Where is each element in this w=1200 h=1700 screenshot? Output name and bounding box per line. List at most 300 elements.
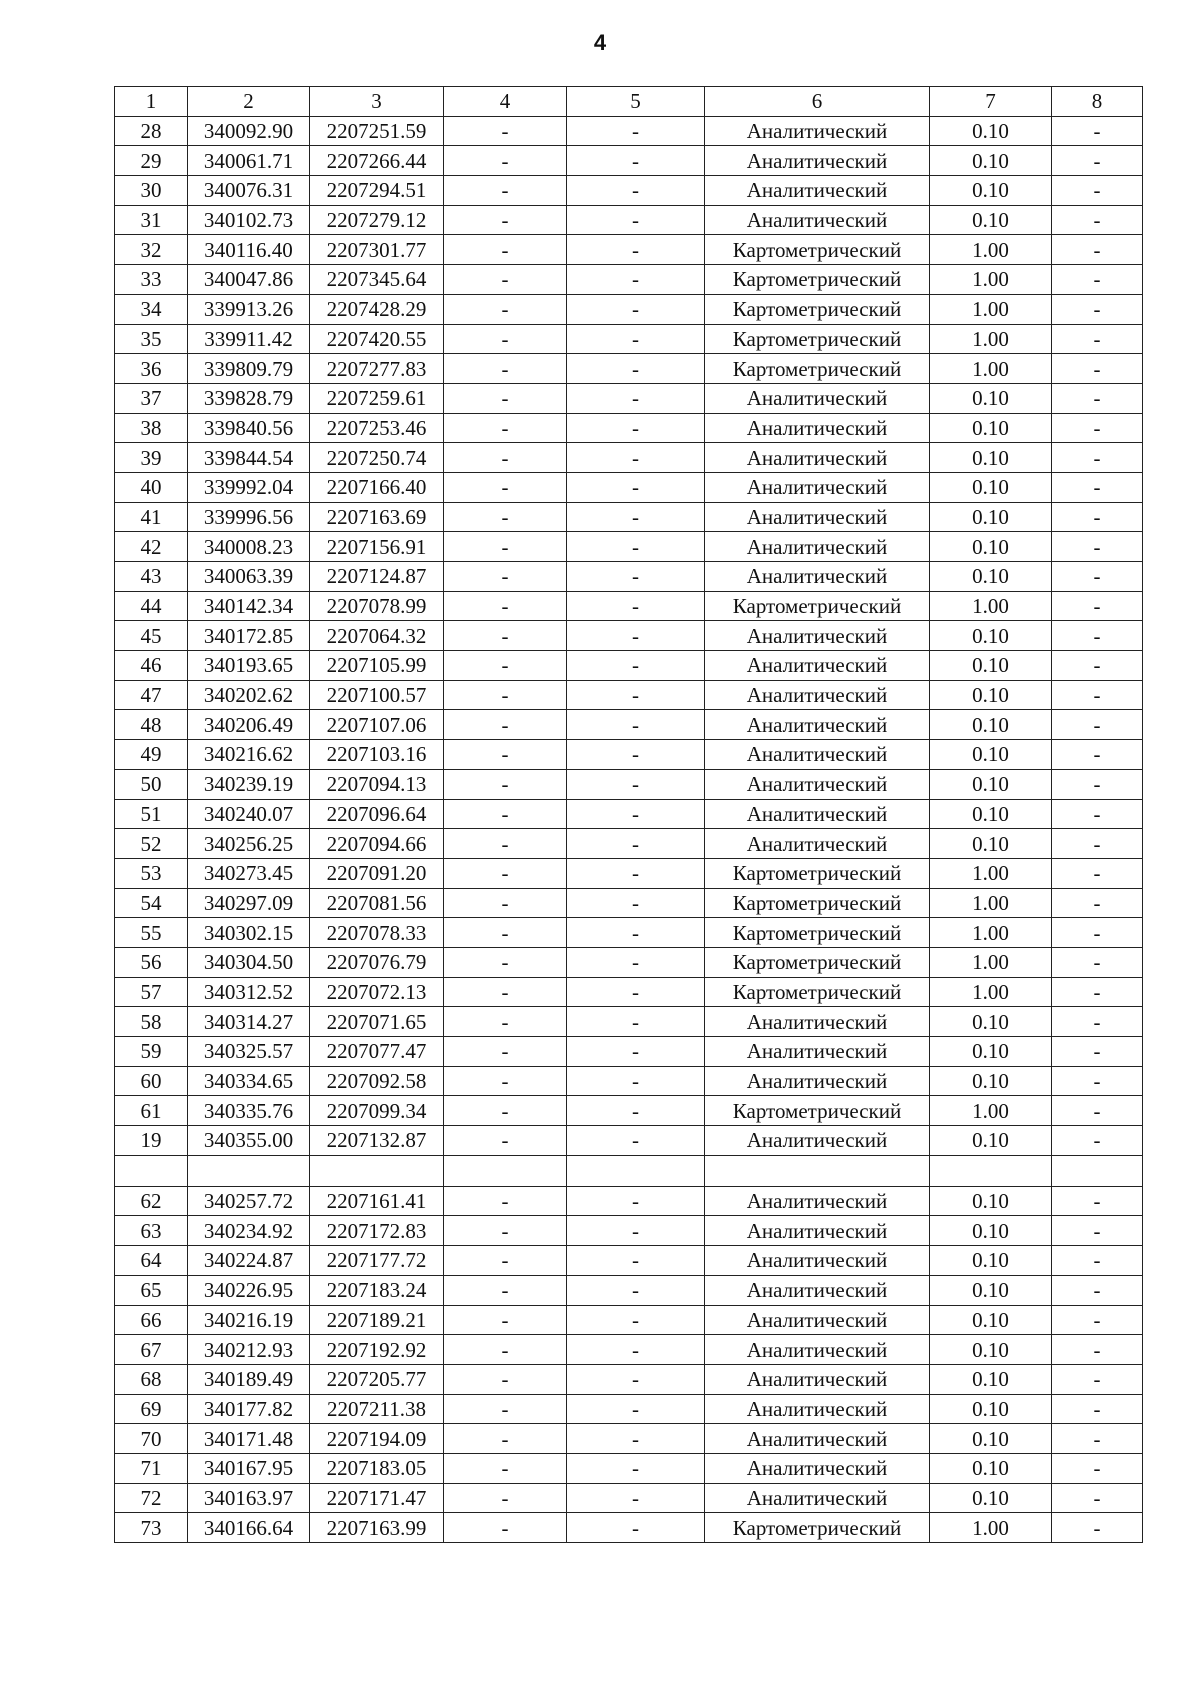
table-cell: 0.10 bbox=[930, 443, 1052, 473]
table-cell: 61 bbox=[115, 1096, 188, 1126]
table-cell: 0.10 bbox=[930, 1394, 1052, 1424]
table-cell: - bbox=[1052, 1216, 1143, 1246]
table-cell: - bbox=[1052, 1364, 1143, 1394]
table-cell: - bbox=[567, 443, 705, 473]
header-cell: 4 bbox=[444, 87, 567, 117]
table-row bbox=[115, 1424, 1143, 1454]
table-cell: - bbox=[1052, 1066, 1143, 1096]
table-cell: 2207250.74 bbox=[310, 443, 444, 473]
table-cell: - bbox=[444, 1305, 567, 1335]
table-cell: - bbox=[1052, 1424, 1143, 1454]
table-cell: - bbox=[1052, 1007, 1143, 1037]
table-cell: - bbox=[567, 146, 705, 176]
table-cell: 1.00 bbox=[930, 294, 1052, 324]
table-row bbox=[115, 1275, 1143, 1305]
table-cell: - bbox=[567, 1186, 705, 1216]
table-cell: 53 bbox=[115, 858, 188, 888]
table-cell: 340193.65 bbox=[188, 651, 310, 681]
table-cell: 29 bbox=[115, 146, 188, 176]
table-cell: 67 bbox=[115, 1335, 188, 1365]
table-cell: 0.10 bbox=[930, 1424, 1052, 1454]
table-cell: - bbox=[567, 1453, 705, 1483]
table-cell: - bbox=[567, 947, 705, 977]
table-cell: 1.00 bbox=[930, 235, 1052, 265]
table-cell: - bbox=[1052, 1096, 1143, 1126]
table-cell: 0.10 bbox=[930, 1037, 1052, 1067]
table-cell: - bbox=[567, 1096, 705, 1126]
table-row bbox=[115, 918, 1143, 948]
table-row bbox=[115, 947, 1143, 977]
table-cell: 0.10 bbox=[930, 176, 1052, 206]
table-cell: - bbox=[1052, 799, 1143, 829]
table-cell: - bbox=[444, 1394, 567, 1424]
table-cell: - bbox=[444, 1275, 567, 1305]
table-cell: - bbox=[444, 680, 567, 710]
table-cell: 2207301.77 bbox=[310, 235, 444, 265]
table-cell: - bbox=[567, 413, 705, 443]
table-cell: 2207081.56 bbox=[310, 888, 444, 918]
table-cell: - bbox=[567, 888, 705, 918]
table-cell: 0.10 bbox=[930, 1246, 1052, 1276]
table-row bbox=[115, 799, 1143, 829]
table-cell: 1.00 bbox=[930, 947, 1052, 977]
table-cell: 2207420.55 bbox=[310, 324, 444, 354]
table-cell: Аналитический bbox=[705, 621, 930, 651]
table-cell: 2207107.06 bbox=[310, 710, 444, 740]
table-cell: - bbox=[1052, 205, 1143, 235]
table-cell: 54 bbox=[115, 888, 188, 918]
table-cell: 2207077.47 bbox=[310, 1037, 444, 1067]
table-cell: Аналитический bbox=[705, 680, 930, 710]
table-cell: 0.10 bbox=[930, 799, 1052, 829]
table-cell: 2207266.44 bbox=[310, 146, 444, 176]
table-cell: - bbox=[567, 176, 705, 206]
table-cell: 71 bbox=[115, 1453, 188, 1483]
table-cell bbox=[567, 1155, 705, 1186]
table-cell: 1.00 bbox=[930, 354, 1052, 384]
table-cell: Аналитический bbox=[705, 532, 930, 562]
table-cell: - bbox=[444, 1216, 567, 1246]
table-cell: 0.10 bbox=[930, 1186, 1052, 1216]
table-cell: 0.10 bbox=[930, 1483, 1052, 1513]
table-cell bbox=[444, 1155, 567, 1186]
table-cell: - bbox=[1052, 324, 1143, 354]
table-cell: - bbox=[444, 769, 567, 799]
table-cell: 0.10 bbox=[930, 680, 1052, 710]
table-cell: 2207163.69 bbox=[310, 502, 444, 532]
table-cell: 0.10 bbox=[930, 1216, 1052, 1246]
table-cell: - bbox=[567, 562, 705, 592]
table-row bbox=[115, 651, 1143, 681]
table-cell: - bbox=[444, 858, 567, 888]
table-cell: - bbox=[1052, 888, 1143, 918]
table-cell: 0.10 bbox=[930, 769, 1052, 799]
table-cell: - bbox=[567, 235, 705, 265]
table-row bbox=[115, 888, 1143, 918]
table-cell: - bbox=[1052, 502, 1143, 532]
table-cell: 1.00 bbox=[930, 265, 1052, 295]
table-cell: - bbox=[1052, 265, 1143, 295]
table-cell: Картометрический bbox=[705, 947, 930, 977]
table-cell: 36 bbox=[115, 354, 188, 384]
table-cell: - bbox=[444, 146, 567, 176]
table-cell: Аналитический bbox=[705, 710, 930, 740]
table-cell: - bbox=[1052, 1335, 1143, 1365]
table-row bbox=[115, 146, 1143, 176]
table-row bbox=[115, 1246, 1143, 1276]
table-row bbox=[115, 1007, 1143, 1037]
table-cell: 2207156.91 bbox=[310, 532, 444, 562]
table-cell: - bbox=[444, 235, 567, 265]
table-cell: - bbox=[1052, 1513, 1143, 1543]
table-cell: - bbox=[444, 502, 567, 532]
table-cell: 2207189.21 bbox=[310, 1305, 444, 1335]
table-cell: 52 bbox=[115, 829, 188, 859]
table-cell: - bbox=[1052, 532, 1143, 562]
table-cell: 2207076.79 bbox=[310, 947, 444, 977]
table-cell: - bbox=[1052, 591, 1143, 621]
table-cell: Аналитический bbox=[705, 1424, 930, 1454]
table-cell: 2207092.58 bbox=[310, 1066, 444, 1096]
table-cell: Аналитический bbox=[705, 1246, 930, 1276]
table-cell: 340355.00 bbox=[188, 1126, 310, 1156]
table-cell: - bbox=[444, 829, 567, 859]
table-cell: Аналитический bbox=[705, 1186, 930, 1216]
table-cell: 37 bbox=[115, 383, 188, 413]
table-row bbox=[115, 383, 1143, 413]
table-cell: 44 bbox=[115, 591, 188, 621]
table-cell: Аналитический bbox=[705, 562, 930, 592]
table-cell: - bbox=[567, 1335, 705, 1365]
table-cell: - bbox=[567, 116, 705, 146]
table-cell: 60 bbox=[115, 1066, 188, 1096]
table-cell: Аналитический bbox=[705, 1126, 930, 1156]
table-cell: Аналитический bbox=[705, 1007, 930, 1037]
table-cell: 50 bbox=[115, 769, 188, 799]
table-cell: 340325.57 bbox=[188, 1037, 310, 1067]
table-cell: 0.10 bbox=[930, 1007, 1052, 1037]
table-cell: - bbox=[444, 294, 567, 324]
table-cell: 2207279.12 bbox=[310, 205, 444, 235]
table-cell: 340226.95 bbox=[188, 1275, 310, 1305]
table-cell: - bbox=[444, 1037, 567, 1067]
table-cell: 34 bbox=[115, 294, 188, 324]
table-row bbox=[115, 294, 1143, 324]
table-cell: Картометрический bbox=[705, 1513, 930, 1543]
table-cell: - bbox=[567, 1007, 705, 1037]
table-cell: 2207078.99 bbox=[310, 591, 444, 621]
table-cell: 38 bbox=[115, 413, 188, 443]
table-row bbox=[115, 443, 1143, 473]
table-cell: - bbox=[567, 977, 705, 1007]
table-row bbox=[115, 413, 1143, 443]
table-cell: 45 bbox=[115, 621, 188, 651]
table-cell: - bbox=[444, 265, 567, 295]
table-cell: Аналитический bbox=[705, 1066, 930, 1096]
table-cell: - bbox=[1052, 472, 1143, 502]
table-cell: 59 bbox=[115, 1037, 188, 1067]
table-cell: - bbox=[444, 324, 567, 354]
table-cell: - bbox=[1052, 1186, 1143, 1216]
table-cell: 340312.52 bbox=[188, 977, 310, 1007]
table-cell: - bbox=[567, 740, 705, 770]
table-cell: 2207124.87 bbox=[310, 562, 444, 592]
table-cell: - bbox=[1052, 562, 1143, 592]
table-row bbox=[115, 829, 1143, 859]
table-cell: 339828.79 bbox=[188, 383, 310, 413]
table-cell: 340102.73 bbox=[188, 205, 310, 235]
table-row bbox=[115, 502, 1143, 532]
table-cell: - bbox=[1052, 680, 1143, 710]
table-cell: 2207064.32 bbox=[310, 621, 444, 651]
table-cell: - bbox=[567, 680, 705, 710]
table-cell: - bbox=[567, 1246, 705, 1276]
table-cell: - bbox=[1052, 1453, 1143, 1483]
table-row bbox=[115, 205, 1143, 235]
table-cell: Аналитический bbox=[705, 443, 930, 473]
table-cell: 340297.09 bbox=[188, 888, 310, 918]
table-cell: 0.10 bbox=[930, 502, 1052, 532]
table-cell: Аналитический bbox=[705, 1275, 930, 1305]
table-cell: - bbox=[1052, 443, 1143, 473]
table-cell: 340047.86 bbox=[188, 265, 310, 295]
table-cell: 340206.49 bbox=[188, 710, 310, 740]
table-cell: - bbox=[444, 443, 567, 473]
table-cell: Аналитический bbox=[705, 1335, 930, 1365]
table-cell: 340216.62 bbox=[188, 740, 310, 770]
table-cell: Аналитический bbox=[705, 1216, 930, 1246]
table-cell: 340334.65 bbox=[188, 1066, 310, 1096]
table-cell: 340166.64 bbox=[188, 1513, 310, 1543]
table-cell: 340142.34 bbox=[188, 591, 310, 621]
table-cell: 340240.07 bbox=[188, 799, 310, 829]
table-cell: - bbox=[1052, 858, 1143, 888]
table-row bbox=[115, 176, 1143, 206]
table-cell: - bbox=[1052, 710, 1143, 740]
table-cell: - bbox=[444, 651, 567, 681]
table-cell: Аналитический bbox=[705, 740, 930, 770]
table-cell: - bbox=[1052, 383, 1143, 413]
table-cell: 339913.26 bbox=[188, 294, 310, 324]
table-cell: - bbox=[567, 1305, 705, 1335]
table-cell: Картометрический bbox=[705, 591, 930, 621]
table-cell: 340116.40 bbox=[188, 235, 310, 265]
table-cell: - bbox=[444, 1453, 567, 1483]
table-cell: - bbox=[567, 1275, 705, 1305]
table-cell: - bbox=[444, 1186, 567, 1216]
table-cell: 0.10 bbox=[930, 621, 1052, 651]
table-cell: 340314.27 bbox=[188, 1007, 310, 1037]
table-cell: - bbox=[444, 1335, 567, 1365]
table-cell: 340202.62 bbox=[188, 680, 310, 710]
table-cell: 340239.19 bbox=[188, 769, 310, 799]
table-cell: - bbox=[567, 621, 705, 651]
table-cell: - bbox=[567, 829, 705, 859]
table-cell: - bbox=[567, 1513, 705, 1543]
table-cell: - bbox=[444, 562, 567, 592]
table-cell: - bbox=[444, 710, 567, 740]
table-row bbox=[115, 1335, 1143, 1365]
table-cell: 0.10 bbox=[930, 1453, 1052, 1483]
table-cell: 2207277.83 bbox=[310, 354, 444, 384]
table-row bbox=[115, 1216, 1143, 1246]
table-cell: - bbox=[567, 1216, 705, 1246]
table-cell: Картометрический bbox=[705, 235, 930, 265]
table-cell: - bbox=[1052, 918, 1143, 948]
table-cell: 2207094.13 bbox=[310, 769, 444, 799]
table-cell: - bbox=[1052, 1483, 1143, 1513]
table-cell: 2207099.34 bbox=[310, 1096, 444, 1126]
table-cell: 69 bbox=[115, 1394, 188, 1424]
table-cell: 42 bbox=[115, 532, 188, 562]
table-cell: 339992.04 bbox=[188, 472, 310, 502]
header-cell: 3 bbox=[310, 87, 444, 117]
table-row bbox=[115, 1186, 1143, 1216]
table-cell: 0.10 bbox=[930, 383, 1052, 413]
header-cell: 5 bbox=[567, 87, 705, 117]
table-cell: - bbox=[444, 1246, 567, 1276]
table-cell: Аналитический bbox=[705, 1453, 930, 1483]
table-row bbox=[115, 562, 1143, 592]
table-cell: 0.10 bbox=[930, 651, 1052, 681]
table-cell: - bbox=[444, 621, 567, 651]
table-cell: Аналитический bbox=[705, 1394, 930, 1424]
table-cell: - bbox=[444, 472, 567, 502]
table-cell: 35 bbox=[115, 324, 188, 354]
table-cell: 2207072.13 bbox=[310, 977, 444, 1007]
table-cell: 2207259.61 bbox=[310, 383, 444, 413]
table-row bbox=[115, 591, 1143, 621]
table-cell: 2207091.20 bbox=[310, 858, 444, 888]
table-cell: - bbox=[567, 591, 705, 621]
table-cell: - bbox=[567, 205, 705, 235]
table-cell: 39 bbox=[115, 443, 188, 473]
table-cell: Аналитический bbox=[705, 1305, 930, 1335]
table-cell: 58 bbox=[115, 1007, 188, 1037]
table-cell: 2207183.24 bbox=[310, 1275, 444, 1305]
table-cell: 339844.54 bbox=[188, 443, 310, 473]
table-cell: 63 bbox=[115, 1216, 188, 1246]
table-cell: - bbox=[444, 383, 567, 413]
table-cell: - bbox=[567, 324, 705, 354]
table-cell: - bbox=[1052, 146, 1143, 176]
table-cell: 340212.93 bbox=[188, 1335, 310, 1365]
table-cell: Аналитический bbox=[705, 651, 930, 681]
table-cell: - bbox=[444, 1126, 567, 1156]
table-cell: 2207094.66 bbox=[310, 829, 444, 859]
table-cell: - bbox=[1052, 294, 1143, 324]
table-cell: - bbox=[444, 591, 567, 621]
table-cell: Аналитический bbox=[705, 769, 930, 799]
table-cell: 0.10 bbox=[930, 413, 1052, 443]
header-cell: 7 bbox=[930, 87, 1052, 117]
table-cell: - bbox=[444, 532, 567, 562]
table-cell: - bbox=[567, 354, 705, 384]
table-cell: - bbox=[1052, 413, 1143, 443]
table-cell: 2207105.99 bbox=[310, 651, 444, 681]
table-cell: - bbox=[1052, 829, 1143, 859]
table-row bbox=[115, 324, 1143, 354]
table-cell: - bbox=[1052, 1126, 1143, 1156]
table-cell: 2207166.40 bbox=[310, 472, 444, 502]
table-cell: - bbox=[567, 383, 705, 413]
table-cell: 340189.49 bbox=[188, 1364, 310, 1394]
table-body bbox=[115, 116, 1143, 1542]
table-cell: 2207253.46 bbox=[310, 413, 444, 443]
table-cell: 340304.50 bbox=[188, 947, 310, 977]
table-cell: - bbox=[1052, 1275, 1143, 1305]
table-row bbox=[115, 1364, 1143, 1394]
table-cell: Картометрический bbox=[705, 977, 930, 1007]
table-cell: Картометрический bbox=[705, 294, 930, 324]
table-row bbox=[115, 265, 1143, 295]
table-cell: - bbox=[1052, 947, 1143, 977]
table-cell: 72 bbox=[115, 1483, 188, 1513]
table-cell: - bbox=[444, 205, 567, 235]
table-cell: 41 bbox=[115, 502, 188, 532]
table-cell: 2207177.72 bbox=[310, 1246, 444, 1276]
table-cell: - bbox=[567, 1364, 705, 1394]
table-cell: 0.10 bbox=[930, 1305, 1052, 1335]
table-cell: 1.00 bbox=[930, 858, 1052, 888]
table-cell: Картометрический bbox=[705, 1096, 930, 1126]
table-cell: Картометрический bbox=[705, 265, 930, 295]
table-cell: - bbox=[1052, 740, 1143, 770]
table-row bbox=[115, 354, 1143, 384]
table-cell: 56 bbox=[115, 947, 188, 977]
table-row bbox=[115, 1513, 1143, 1543]
table-cell: 47 bbox=[115, 680, 188, 710]
table-cell: 73 bbox=[115, 1513, 188, 1543]
table-row bbox=[115, 710, 1143, 740]
table-cell: 0.10 bbox=[930, 740, 1052, 770]
table-cell: 28 bbox=[115, 116, 188, 146]
table-cell: 32 bbox=[115, 235, 188, 265]
table-cell: Картометрический bbox=[705, 858, 930, 888]
table-cell: 2207294.51 bbox=[310, 176, 444, 206]
table-cell: 2207163.99 bbox=[310, 1513, 444, 1543]
table-cell: - bbox=[1052, 1305, 1143, 1335]
table-cell: - bbox=[444, 1513, 567, 1543]
table-cell: 340092.90 bbox=[188, 116, 310, 146]
table-cell: - bbox=[567, 651, 705, 681]
table-cell: 1.00 bbox=[930, 977, 1052, 1007]
table-row bbox=[115, 1483, 1143, 1513]
table-cell: 0.10 bbox=[930, 1066, 1052, 1096]
table-cell: - bbox=[444, 799, 567, 829]
table-cell: - bbox=[444, 1066, 567, 1096]
table-cell: 0.10 bbox=[930, 146, 1052, 176]
table-cell: 2207100.57 bbox=[310, 680, 444, 710]
table-row bbox=[115, 472, 1143, 502]
table-cell: - bbox=[567, 294, 705, 324]
table-header bbox=[115, 87, 1143, 117]
table-cell: 339911.42 bbox=[188, 324, 310, 354]
table-cell: - bbox=[567, 799, 705, 829]
table-cell: - bbox=[1052, 116, 1143, 146]
table-row bbox=[115, 621, 1143, 651]
table-row bbox=[115, 740, 1143, 770]
table-cell: 340257.72 bbox=[188, 1186, 310, 1216]
table-cell: 340172.85 bbox=[188, 621, 310, 651]
table-cell: 1.00 bbox=[930, 1096, 1052, 1126]
table-cell: - bbox=[444, 947, 567, 977]
table-cell: 0.10 bbox=[930, 472, 1052, 502]
table-cell: 2207183.05 bbox=[310, 1453, 444, 1483]
table-cell: 1.00 bbox=[930, 324, 1052, 354]
table-row bbox=[115, 680, 1143, 710]
table-cell: 2207192.92 bbox=[310, 1335, 444, 1365]
